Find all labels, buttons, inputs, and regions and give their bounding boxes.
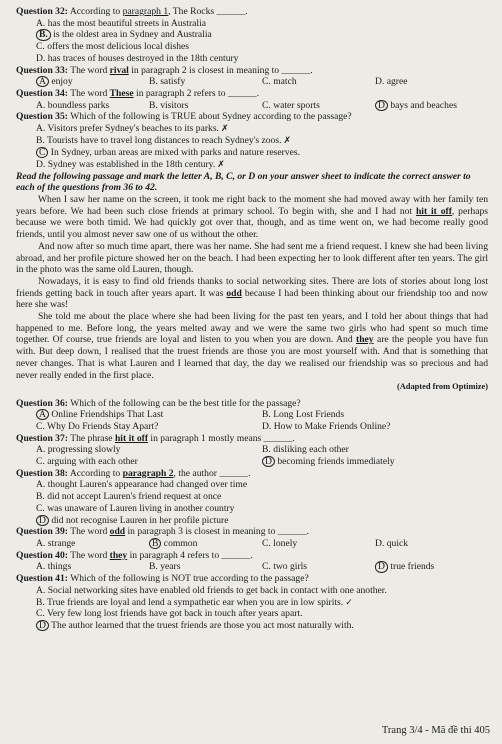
question-41: [16, 573, 488, 632]
option-a: [36, 409, 262, 421]
selected-answer-circle: D: [262, 456, 275, 467]
paragraph-text: When I saw her name on the screen, it took me right back to the moment she had moved away with her family ten years before. We had been such close friends at primary school. To begin with, she and I had not: [16, 194, 488, 217]
question-stem: in paragraph 4 refers to ______.: [127, 549, 253, 561]
option-d: D. has traces of houses destroyed in the 18th century: [36, 52, 239, 64]
highlighted-word: they: [356, 334, 374, 346]
option-d: [375, 100, 488, 112]
question-stem: in paragraph 2 is closest in meaning to ______.: [128, 64, 313, 76]
option-d: [262, 456, 488, 468]
option-text: The author learned that the truest friends are those you act most naturally with.: [48, 620, 354, 632]
stem-keyword: they: [109, 549, 128, 561]
question-number: Question 36:: [16, 397, 68, 409]
option-text: D. Sydney was established in the 18th century.: [36, 158, 216, 170]
source-note: (Adapted from Optimize): [396, 382, 488, 392]
selected-answer-circle: C: [36, 147, 48, 158]
option-d: [36, 620, 488, 632]
paragraph-text: are the people you have fun with. But deep down, I realised that the truest friends are those you are most yourself with. And that is something that never changes. That is what Lauren and I learned that day, the day we realised our friendship was so precious and had never really ended in the first place.: [16, 334, 488, 381]
option-b: B. years: [149, 561, 181, 573]
option-b: [36, 29, 488, 41]
question-number: Question 41:: [16, 573, 68, 585]
option-text: true friends: [387, 561, 435, 573]
question-stem: According to: [67, 467, 123, 479]
paragraph-text: Nowadays, it is easy to find old friends thanks to social networking sites. There are lots of stories about long lost friends getting back in touch after years apart. It was: [16, 275, 488, 299]
option-text: is the oldest area in Sydney and Australia: [50, 29, 212, 41]
options-row: [36, 538, 488, 550]
selected-answer-circle: D: [36, 515, 49, 526]
question-stem: Which of the following is TRUE about Sydney according to the passage?: [67, 111, 352, 123]
question-40: [16, 550, 488, 573]
question-number: Question 38:: [16, 467, 68, 479]
option-b: B. visitors: [149, 99, 189, 111]
option-a: [36, 76, 149, 88]
option-b: B. Long Lost Friends: [262, 409, 345, 421]
question-number: Question 35:: [16, 111, 68, 123]
option-c: C. arguing with each other: [36, 456, 138, 468]
question-39: [16, 526, 488, 549]
selected-answer-circle: A: [36, 409, 49, 420]
option-b: [36, 135, 488, 147]
question-stem: , the author ______.: [173, 467, 251, 479]
question-stem: The word: [67, 87, 110, 99]
option-a: A. has the most beautiful streets in Australia: [36, 17, 206, 29]
option-b: B. satisfy: [149, 76, 186, 88]
cross-mark-icon: ✗: [217, 159, 225, 170]
selected-answer-circle: D: [375, 100, 388, 111]
option-c: C. lonely: [262, 537, 298, 549]
option-d: [36, 159, 488, 171]
highlighted-phrase: hit it off: [415, 205, 452, 217]
options-row: [36, 409, 488, 421]
question-33: [16, 65, 488, 88]
reading-passage: [16, 194, 488, 393]
options-row: [36, 561, 488, 573]
option-b: [36, 597, 488, 609]
option-a: A. progressing slowly: [36, 444, 121, 456]
option-text: B. Tourists have to travel long distances to reach Sydney's zoos.: [36, 135, 282, 146]
selected-answer-circle: B: [149, 538, 161, 549]
paragraph-3: [16, 276, 488, 311]
option-text: enjoy: [48, 76, 73, 88]
option-d: D. How to Make Friends Online?: [262, 420, 391, 432]
option-d: D. quick: [375, 537, 409, 549]
options-row: [36, 76, 488, 88]
option-c: C. water sports: [262, 99, 320, 111]
cross-mark-icon: ✗: [283, 136, 292, 146]
question-number: Question 33:: [16, 64, 68, 76]
option-c: C. Very few long lost friends have got back in touch after years apart.: [36, 608, 303, 620]
highlighted-word: odd: [226, 287, 242, 299]
option-text: did not recognise Lauren in her profile picture: [48, 514, 229, 526]
option-text: bays and beaches: [387, 99, 457, 111]
stem-keyword: hit it off: [114, 432, 149, 444]
option-b: B. disliking each other: [262, 444, 349, 456]
option-c: C. offers the most delicious local dishes: [36, 41, 190, 53]
question-38: [16, 468, 488, 527]
option-text: B. True friends are loyal and lend a sympathetic ear when you are in low spirits.: [36, 596, 344, 608]
page-footer: Trang 3/4 - Mã đề thi 405: [381, 725, 490, 737]
option-text: becoming friends immediately: [274, 456, 395, 468]
option-c: C. match: [262, 76, 297, 88]
option-b: B. did not accept Lauren's friend request at once: [36, 491, 222, 503]
question-stem: in paragraph 2 refers to ______.: [133, 87, 260, 99]
question-36: [16, 398, 488, 433]
question-number: Question 34:: [16, 87, 68, 99]
paragraph-text: , perhaps because we were both timid. We had quickly got over that, though, and as time went on, we had become really good friends, until you almost never saw one of us without the other.: [16, 205, 489, 241]
option-c: C. Why Do Friends Stay Apart?: [36, 420, 159, 432]
option-d: [36, 515, 488, 527]
option-a: A. strange: [36, 537, 76, 549]
paragraph-4: [16, 311, 488, 381]
question-stem: Which of the following is NOT true according to the passage?: [67, 573, 309, 585]
question-34: [16, 88, 488, 111]
stem-reference: paragraph 2: [122, 467, 174, 479]
selected-answer-circle: D: [36, 620, 49, 631]
reading-instruction: Read the following passage and mark the letter A, B, C, or D on your answer sheet to indicate the correct answer to each of the questions from 36 to 42.: [16, 170, 471, 194]
option-text: Online Friendships That Last: [48, 409, 164, 421]
stem-keyword: These: [109, 87, 134, 99]
option-text: In Sydney, urban areas are mixed with parks and nature reserves.: [48, 146, 301, 158]
option-text: A. Visitors prefer Sydney's beaches to its parks.: [36, 123, 219, 135]
option-d: [375, 561, 488, 573]
question-number: Question 32:: [16, 6, 68, 17]
question-number: Question 40:: [16, 549, 68, 561]
option-b: [149, 538, 262, 550]
question-number: Question 39:: [16, 526, 68, 538]
option-a: A. Social networking sites have enabled old friends to get back in contact with one another.: [36, 584, 387, 596]
selected-answer-circle: D: [375, 561, 388, 572]
question-37: [16, 433, 488, 468]
question-stem: in paragraph 1 mostly means ______.: [148, 432, 295, 444]
check-mark-icon: ✓: [345, 597, 353, 608]
option-a: A. thought Lauren's appearance had changed over time: [36, 479, 248, 491]
question-number: Question 37:: [16, 432, 68, 444]
question-stem: According to: [67, 6, 123, 17]
option-a: A. boundless parks: [36, 99, 110, 111]
selected-answer-circle: B.: [36, 29, 51, 40]
question-stem: The phrase: [67, 432, 115, 444]
question-32: [16, 6, 488, 65]
question-stem: The word: [67, 526, 110, 538]
question-35: [16, 111, 488, 170]
question-stem: The word: [67, 549, 110, 561]
options-row: [36, 456, 488, 468]
cross-mark-icon: ✗: [220, 124, 229, 135]
option-text: common: [161, 537, 198, 549]
options-row: [36, 444, 488, 456]
options-row: [36, 100, 488, 112]
paragraph-1: [16, 194, 488, 241]
options-row: [36, 421, 488, 433]
stem-reference: paragraph 1: [122, 6, 169, 17]
question-stem: in paragraph 3 is closest in meaning to ______.: [125, 526, 309, 538]
question-stem: The word: [67, 64, 110, 76]
option-a: [36, 123, 488, 135]
option-c: C. two girls: [262, 561, 308, 573]
paragraph-text: because I had been thinking about our friendship too and now here she was!: [16, 287, 488, 311]
option-c: C. was unaware of Lauren living in another country: [36, 502, 235, 514]
question-stem: , The Rocks ______.: [168, 6, 248, 17]
stem-keyword: rival: [109, 64, 129, 76]
question-stem: Which of the following can be the best title for the passage?: [67, 397, 301, 409]
option-d: D. agree: [375, 76, 408, 88]
option-c: [36, 147, 488, 159]
selected-answer-circle: A: [36, 76, 49, 87]
stem-keyword: odd: [109, 526, 126, 538]
option-a: A. things: [36, 561, 72, 573]
paragraph-2: And now after so much time apart, there was her name. She had sent me a friend request. I knew she had been living abroad, and her profile picture showed her on the beach. I had been expecting her to look different after ten years. The girl in the photo was the same old Lauren, though.: [16, 240, 488, 276]
paragraph-text: She told me about the place where she had been living for the past ten years, and I told her about things that had happened to me. Before long, the years melted away and we were the same two girls who had spent so much time together. Of course, true friends are loyal and listen to you when you are down. And: [16, 311, 488, 346]
